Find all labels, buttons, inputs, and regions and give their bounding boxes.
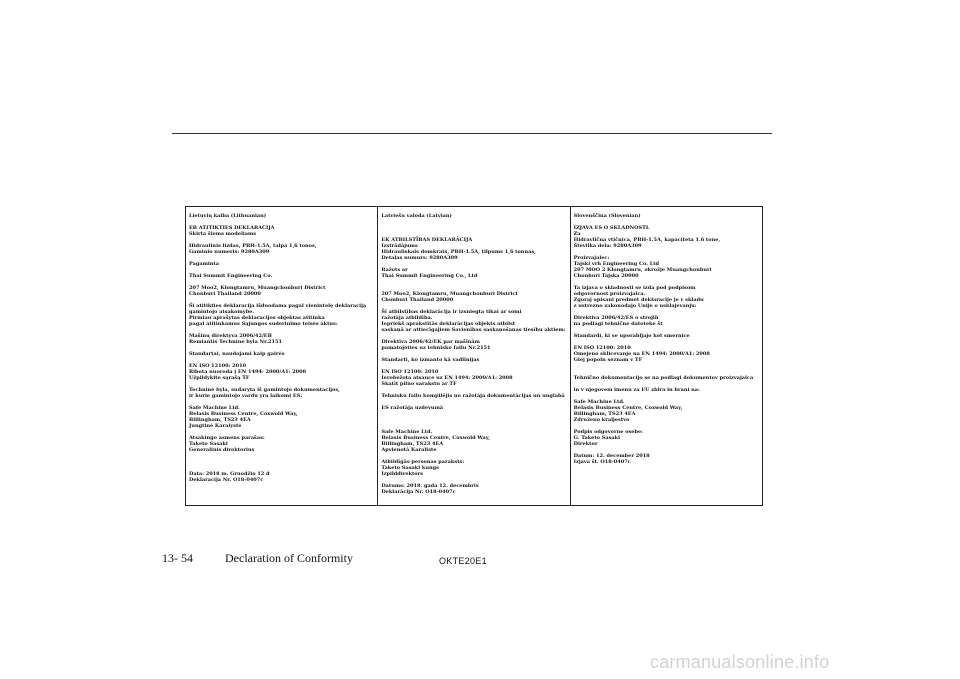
text-line: Tehnično dokumentacijo se na podlagi dokumentov proizvajalca [573, 375, 754, 381]
text-line: Datums: 2018. gada 12. decembris [381, 483, 479, 489]
text-line: Direktīva 2006/42/EK par mašīnām [381, 339, 480, 345]
text-line: Šī atbilstības deklarācija ir izsniegta tikai ar somi [381, 309, 522, 315]
column-lithuanian [186, 207, 377, 505]
text-line: Atsakingo asmens parašas: [189, 435, 265, 441]
text-line: Safe Machine Ltd. [381, 429, 433, 435]
text-line: Mašinų direktyva 2006/42/EB [189, 333, 272, 339]
text-line: Billingham, TS23 4EA [573, 411, 636, 417]
doc-code: OKTE20E1 [439, 556, 487, 566]
text-line: pamatojoties uz tehnisko failu Nr.2151 [381, 345, 491, 351]
text-line: Apvienotā Karaliste [381, 447, 437, 453]
text-line: EN ISO 12100: 2010 [573, 345, 631, 351]
text-line: ir kurie gamintojo vardu yra laikomi ES: [189, 393, 303, 399]
column-slovenian [570, 207, 762, 505]
text-line: ES ražotāja uzdevumā [381, 405, 444, 411]
text-line: Združeno kraljestvo [573, 417, 630, 423]
text-line: Omejeno sklicevanje na EN 1494: 2000/A1: 2008 [573, 351, 710, 357]
text-line: Pirmiau aprašytas deklaracijos objektas atitinka [189, 315, 325, 321]
page-number: 13- 54 [162, 551, 193, 565]
text-line: EB ATITIKTIES DEKLARACIJA [189, 225, 275, 231]
text-line: pagal atitinkamus Sąjungos suderinimo teisės aktus: [189, 321, 338, 327]
watermark[interactable]: carmanualsonline.info [650, 652, 830, 672]
text-line: Iepriekš aprakstītās deklarācijas objekts atbilst [381, 321, 516, 327]
text-line: Remiantis Technine byla Nr.2151 [189, 339, 282, 345]
text-line: Detaļas numurs: 9280A309 [381, 255, 458, 261]
text-line: Hidraulinis lizdas, PBH-1.5A, talpa 1,6 tonos, [189, 243, 317, 249]
header-rule [172, 133, 772, 134]
text-line: Skirta šiems modeliams [189, 231, 257, 237]
text-line: Izstrādājums [381, 243, 418, 249]
text-line: 207 MOO 2 Klongtamru, okrožje Muangchonburi [573, 267, 712, 273]
text-line: Ierobežota atsauce uz EN 1494: 2000/A1: 2008 [381, 375, 513, 381]
text-line: Slovenščina (Slovenian) [573, 213, 641, 219]
text-line: Pagaminta [189, 261, 219, 267]
text-line: Chonburi Thailand 20000 [381, 297, 454, 303]
text-line: Ši atitikties deklaracija išduodama pagal vienintelę deklaraciją [189, 303, 367, 309]
text-line: Izjava št. O18-0407c [573, 459, 631, 465]
text-line: Ta izjava o skladnosti se izda pod podpisom [573, 285, 696, 291]
text-line: z ustrezno zakonodajo Unije o usklajevanju: [573, 303, 697, 309]
text-line: G. Taketo Sasaki [573, 435, 621, 441]
text-line: Data: 2018 m. Gruodžio 12 d [189, 471, 270, 477]
text-line: Standardi, ki se uporabljajo kot smernice [573, 333, 690, 339]
text-line: 207 Moo2, Klongtamru, Muangchonburi District [381, 291, 518, 297]
text-line: Standartai, naudojami kaip gairės [189, 351, 285, 357]
text-line: Thai Summit Engineering Co., Ltd [381, 273, 478, 279]
text-line: Tehnisku failu kompilējis no ražotāja dokumentācijas un unglabā [381, 393, 565, 399]
text-line: in v njegovem imenu za EU zbira in hrani na: [573, 387, 700, 393]
text-line: Gaminio numeris: 9280A309 [189, 249, 270, 255]
text-line: Standarti, ko izmanto kā vadlīnijas [381, 357, 480, 363]
section-title: Declaration of Conformity [225, 551, 353, 565]
text-line: EN ISO 12100: 2010 [189, 363, 247, 369]
column-latvian [377, 207, 569, 505]
text-line: gamintojo atsakomybe. [189, 309, 255, 315]
text-line: Lietuvių kalba (Lithuanian) [189, 213, 267, 219]
text-line: Atbildīgās personas paraksts: [381, 459, 465, 465]
text-line: Chonburi Thailand 20000 [189, 291, 261, 297]
text-line: odgovornost proizvajalca. [573, 291, 646, 297]
text-line: ražotāja atbildība. [381, 315, 433, 321]
text-line: na podlagi tehnične datoteke št [573, 321, 663, 327]
text-line: Direktiva 2006/42/ES o strojih [573, 315, 659, 321]
text-line: Datum: 12. december 2018 [573, 453, 650, 459]
text-line: EN ISO 12100: 2010 [381, 369, 439, 375]
text-line: Hidrauliskais domkrats, PBH-1.5A, tilpums 1,6 tonnas, [381, 249, 536, 255]
text-line: Billingham, TS23 4EA [381, 441, 444, 447]
text-line: Belasis Business Centre, Coxwold Way, [573, 405, 683, 411]
text-line: Safe Machine Ltd. [573, 399, 625, 405]
text-line: Belasis Business Centre, Coxwold Way, [189, 411, 298, 417]
text-line: Glej popoln seznam v TF [573, 357, 643, 363]
text-line: Safe Machine Ltd. [189, 405, 240, 411]
text-line: Podpis odgovorne osebe: [573, 429, 644, 435]
text-line: Jungtinė Karalystė [189, 423, 242, 429]
text-line: saskaņā ar attiecīgajiem Savienības saskaņošanas tiesību aktiem: [381, 327, 566, 333]
text-line: Za [573, 231, 581, 237]
text-line: Ribota nuoroda į EN 1494: 2000/A1: 2008 [189, 369, 307, 375]
text-line: Direktor [573, 441, 598, 447]
text-line: Deklaracija Nr. O18-0407c [189, 477, 264, 483]
text-line: Tajski vrh Engineering Co. Ltd [573, 261, 660, 267]
text-line: Generalinis direktorius [189, 447, 255, 453]
text-line: Ražots ar [381, 267, 408, 273]
text-line: Belasis Business Centre, Coxwold Way, [381, 435, 490, 441]
text-line: 207 Moo2, Klongtamru, Muangchonburi District [189, 285, 326, 291]
text-line: Deklarācija Nr. O18-0407c [381, 489, 456, 495]
text-line: Proizvajalec: [573, 255, 610, 261]
text-line: Izpilddirektors [381, 471, 424, 477]
text-line: Taketo Sasaki kungs [381, 465, 439, 471]
text-line: IZJAVA ES O SKLADNOSTI. [573, 225, 650, 231]
text-line: Thai Summit Engineering Co. [189, 273, 273, 279]
text-line: Hidravlična vtičnica, PBH-1.5A, kapaciteta 1.6 tone, [573, 237, 721, 243]
text-line: Chonburi Tajska 20000 [573, 273, 639, 279]
text-line: Užpildykite sąrašą TF [189, 375, 250, 381]
text-line: Številka dela: 9280A309 [573, 243, 642, 249]
text-line: Billingham, TS23 4EA [189, 417, 251, 423]
declaration-table [185, 206, 763, 506]
text-line: Zgoraj opisani predmet deklaracije je v skladu [573, 297, 704, 303]
text-line: EK ATBILSTĪBAS DEKLARĀCIJA [381, 237, 473, 243]
text-line: Skatīt pilno sarakstu ar TF [381, 381, 457, 387]
text-line: Latviešu valoda (Latvian) [381, 213, 452, 219]
text-line: Taketo Sasaki [189, 441, 228, 447]
text-line: Techninė byla, sudaryta iš gamintojo dokumentacijos, [189, 387, 340, 393]
